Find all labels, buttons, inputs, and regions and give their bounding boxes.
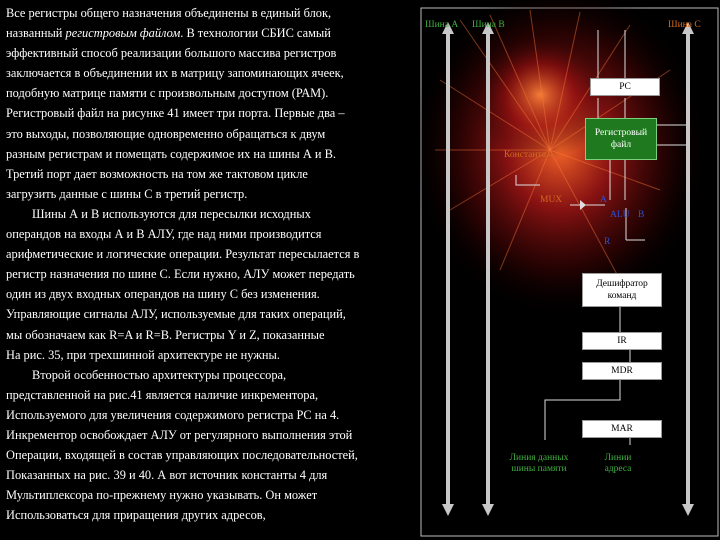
text-line: операндов на входы А и В АЛУ, где над ними производится [6,227,322,242]
text-line: На рис. 35, при трехшинной архитектуре не нужны. [6,347,280,362]
text-line: разным регистрам и помещать содержимое их на шины А и В. [6,146,336,161]
bus-a-line [446,34,450,504]
text-line: Использоваться для приращения других адресов, [6,508,266,523]
alu-output-r: R [604,237,611,247]
body-text [6,3,418,525]
text-line: Управляющие сигналы АЛУ, используемые для таких операций, [6,307,346,322]
text-line: подобную матрице памяти с произвольным доступом (РАМ). [6,86,329,101]
mar-register: MAR [582,420,662,438]
register-file: Регистровый файл [585,118,657,160]
bus-a-arrow [442,504,454,516]
text-line: Операции, входящей в состав управляющих последовательностей, [6,448,358,463]
mdr-register: MDR [582,362,662,380]
text-line: Инкрементор освобождает АЛУ от регулярного выполнения этой [6,427,353,442]
text-line: Показанных на рис. 39 и 40. А вот источник константы 4 для [6,468,328,483]
text-line: Третий порт дает возможность на том же тактовом цикле [6,166,308,181]
const4-label: Константа 4 [504,150,554,160]
bus-b-line [486,34,490,504]
bus-c-line [686,34,690,504]
text-line: один из двух входных операндов на шину С без изменения. [6,287,320,302]
bus-b-label: Шина В [472,20,505,30]
instruction-decoder: Дешифратор команд [582,273,662,307]
text-line: это выходы, позволяющие одновременно обращаться к двум [6,126,326,141]
term-register-file: регистровым файлом [65,26,181,41]
text-line: Все регистры общего назначения объединены в единый блок, [6,6,332,20]
alu-label: ALU [610,210,630,220]
text-line: арифметические и логические операции. Результат пересылается в [6,247,360,262]
pc-register: PC [590,78,660,96]
text-line: регистр назначения по шине С. Если нужно, АЛУ может передать [6,267,355,282]
text-line: эффективный способ реализации большого массива регистров [6,46,337,61]
bus-a-label: Шина А [425,20,459,30]
text-line: мы обозначаем как R=A и R=B. Регистры Y и Z, показанные [6,327,325,342]
ir-register: IR [582,332,662,350]
text-line: Шины А и В используются для пересылки исходных [32,206,311,221]
memory-data-lines-label: Линия данных шины памяти [509,453,569,474]
mux-label: MUX [540,195,563,205]
alu-input-a: A [600,195,607,205]
text-line: Мультиплексора по-прежнему нужно указывать. Он может [6,488,318,503]
text-line: Второй особенностью архитектуры процессора, [32,367,287,382]
text-line: загрузить данные с шины С в третий регистр. [6,186,248,201]
alu-input-b: B [638,210,645,220]
bus-b-arrow [482,504,494,516]
text-line: заключается в объединении их в матрицу запоминающих ячеек, [6,66,344,81]
processor-diagram [420,0,720,540]
text-line: Используемого для увеличения содержимого регистра PC на 4. [6,407,340,422]
bus-c-arrow [682,504,694,516]
text-line: названный регистровым файлом. В технологии СБИС самый [6,26,331,41]
text-line: представленной на рис.41 является наличие инкрементора, [6,387,319,402]
text-line: Регистровый файл на рисунке 41 имеет три порта. Первые два – [6,106,345,121]
memory-address-lines-label: Линии адреса [604,453,632,474]
bus-c-label: Шина С [668,20,701,30]
